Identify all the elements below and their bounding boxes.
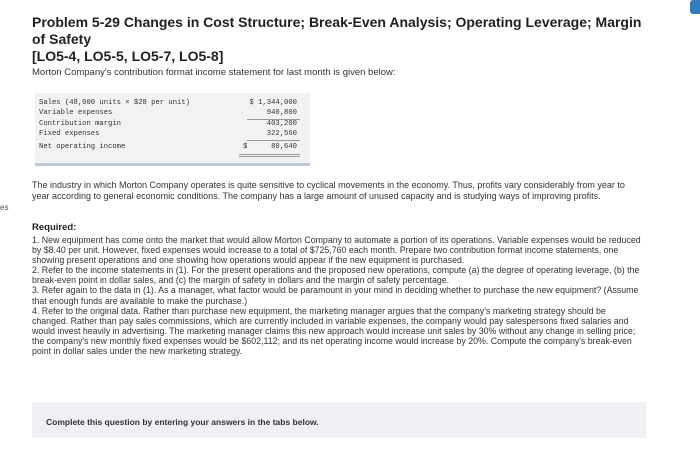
title-line-1: Problem 5-29 Changes in Cost Structure; Break-Even Analysis; Operating Leverage; Margin of Safety (32, 14, 642, 47)
intro-text: Morton Company's contribution format income statement for last month is given below: (32, 67, 396, 78)
context-paragraph: The industry in which Morton Company operates is quite sensitive to cyclical movements in the economy. Thus, profits vary considerably from year to year according to general economic conditions. The company has a large amount of unused capacity and is studying ways of improving profits. (32, 180, 625, 201)
problem-title (32, 14, 652, 65)
statement-bottom-bar (35, 163, 310, 166)
required-heading: Required: (32, 222, 77, 233)
statement-row-contribution-margin (39, 120, 305, 130)
edge-widget[interactable] (690, 0, 700, 14)
required-item-2: 2. Refer to the income statements in (1). For the present operations and the proposed new operations, compute (a) the degree of operating leverage, (b) the break-even point in dollar sales, and (c) the margin of safety in dollars and the margin of safety percentage. (32, 265, 640, 286)
statement-row-net-operating-income (39, 143, 305, 153)
row-label: Variable expenses (39, 109, 113, 117)
complete-instruction: Complete this question by entering your answers in the tabs below. (46, 417, 319, 427)
side-tab-fragment: es (0, 203, 9, 212)
row-amount: 940,800 (266, 109, 297, 117)
row-amount: $ 1,344,000 (249, 99, 297, 107)
required-item-1: 1. New equipment has come onto the market that would allow Morton Company to automate a portion of its operations. Variable expenses would be reduced by $8.40 per unit. However, fixed expenses would increase to a total of $725,760 each month. Prepare two contribution format income statements, one showing present operations and one showing how operations would appear if the new equipment is purchased. (32, 235, 641, 266)
required-item-3: 3. Refer again to the data in (1). As a manager, what factor would be paramount in your mind in deciding whether to purchase the new equipment? (Assume that enough funds are available to make the purchase.) (32, 285, 639, 306)
double-underline-bottom (239, 156, 300, 157)
underline (247, 140, 300, 141)
row-dollar-sign: $ (243, 143, 248, 151)
statement-row-sales (39, 99, 305, 109)
title-line-2: [LO5-4, LO5-5, LO5-7, LO5-8] (32, 48, 224, 64)
required-list (32, 235, 644, 356)
statement-row-variable-expenses (39, 109, 305, 119)
income-statement (35, 93, 310, 166)
row-amount: 322,560 (266, 130, 297, 138)
row-label: Net operating income (39, 143, 126, 151)
row-label: Contribution margin (39, 120, 121, 128)
row-amount: 403,200 (266, 120, 297, 128)
row-label: Fixed expenses (39, 130, 100, 138)
row-amount: 80,640 (271, 143, 297, 151)
statement-row-fixed-expenses (39, 130, 305, 140)
instructions-box (32, 402, 646, 438)
row-label: Sales (48,000 units × $28 per unit) (39, 99, 190, 107)
double-underline-top (239, 154, 300, 155)
required-item-4: 4. Refer to the original data. Rather than purchase new equipment, the marketing manager argues that the company's marketing strategy should be changed. Rather than pay sales commissions, which are currently included in variable expenses, the company would pay salespersons fixed salaries and would invest heavily in advertising. The marketing manager claims this new approach would increase unit sales by 30% without any change in selling price; the company's new monthly fixed expenses would be $602,112; and its net operating income would increase by 20%. Compute the company's break-even point in dollar sales under the new marketing strategy. (32, 305, 636, 357)
